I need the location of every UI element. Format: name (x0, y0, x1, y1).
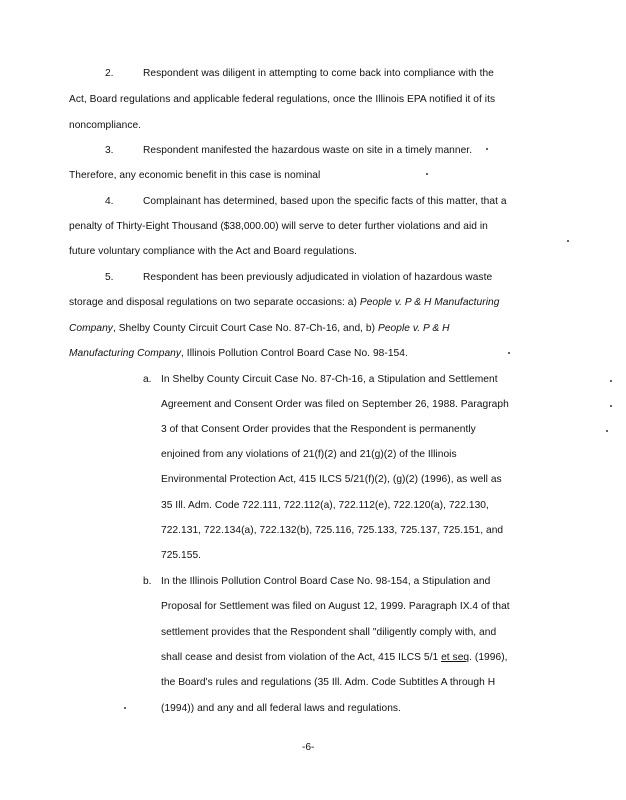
scan-speck (426, 173, 428, 175)
scan-speck (610, 405, 612, 407)
case-b-title: People v. P & H (377, 323, 450, 334)
paragraph-5-line-4: Manufacturing Company, Illinois Pollution Control Board Case No. 98-154. (69, 348, 408, 359)
subitem-a-line-5: Environmental Protection Act, 415 ILCS 5/21(f)(2), (g)(2) (1996), as well as (161, 474, 502, 485)
subitem-b-line-4: shall cease and desist from violation of the Act, 415 ILCS 5/1 et seq. (1996), (161, 652, 508, 663)
scan-speck (610, 380, 612, 382)
subitem-a-line-8: 725.155. (161, 550, 202, 561)
et-seq: et seq (441, 652, 470, 663)
paragraph-number-4: 4. (105, 196, 114, 207)
subitem-a-line-1: In Shelby County Circuit Case No. 87-Ch-16, a Stipulation and Settlement (161, 374, 498, 385)
paragraph-2-line-1: Respondent was diligent in attempting to come back into compliance with the (143, 68, 494, 79)
subitem-b-line-5: the Board's rules and regulations (35 Ill. Adm. Code Subtitles A through H (161, 677, 496, 688)
paragraph-5-line-2: storage and disposal regulations on two separate occasions: a) People v. P & H Manufacturing (69, 297, 500, 308)
subitem-b-line-1: In the Illinois Pollution Control Board Case No. 98-154, a Stipulation and (161, 576, 491, 587)
paragraph-4-line-3: future voluntary compliance with the Act and Board regulations. (69, 246, 357, 257)
case-b-title-cont: Manufacturing Company (69, 348, 182, 359)
subitem-b-line-2: Proposal for Settlement was filed on August 12, 1999. Paragraph IX.4 of that (161, 601, 510, 612)
page-number: -6- (302, 742, 315, 753)
subitem-a-line-4: enjoined from any violations of 21(f)(2) and 21(g)(2) of the Illinois (161, 449, 457, 460)
scan-speck (508, 352, 510, 354)
paragraph-2-line-3: noncompliance. (69, 120, 142, 131)
paragraph-number-3: 3. (105, 145, 114, 156)
subitem-a-line-2: Agreement and Consent Order was filed on September 26, 1988. Paragraph (161, 399, 509, 410)
paragraph-5-line-1: Respondent has been previously adjudicated in violation of hazardous waste (143, 272, 493, 283)
subitem-label-b: b. (143, 576, 152, 587)
subitem-a-line-7: 722.131, 722.134(a), 722.132(b), 725.116, 725.133, 725.137, 725.151, and (161, 525, 504, 536)
case-a-title-cont: Company (69, 323, 113, 334)
paragraph-3-line-1: Respondent manifested the hazardous waste on site in a timely manner. (143, 145, 473, 156)
scan-speck (486, 148, 488, 150)
paragraph-4-line-2: penalty of Thirty-Eight Thousand ($38,000.00) will serve to deter further violations and aid in (69, 221, 488, 232)
scan-speck (606, 430, 608, 432)
paragraph-4-line-1: Complainant has determined, based upon the specific facts of this matter, that a (143, 196, 507, 207)
paragraph-5-line-3: Company, Shelby County Circuit Court Case No. 87-Ch-16, and, b) People v. P & H (69, 323, 450, 334)
subitem-a-line-3: 3 of that Consent Order provides that the Respondent is permanently (161, 424, 476, 435)
paragraph-3-line-2: Therefore, any economic benefit in this case is nominal (69, 170, 321, 181)
subitem-label-a: a. (143, 374, 152, 385)
scan-speck (567, 240, 569, 242)
subitem-a-line-6: 35 Ill. Adm. Code 722.111, 722.112(a), 722.112(e), 722.120(a), 722.130, (161, 500, 489, 511)
paragraph-number-5: 5. (105, 272, 114, 283)
paragraph-2-line-2: Act, Board regulations and applicable federal regulations, once the Illinois EPA notified it of its (69, 94, 496, 105)
scan-speck (124, 707, 126, 709)
subitem-b-line-3: settlement provides that the Respondent shall "diligently comply with, and (161, 627, 497, 638)
case-a-title: People v. P & H Manufacturing (359, 297, 500, 308)
subitem-b-line-6: (1994)) and any and all federal laws and regulations. (161, 703, 401, 714)
paragraph-number-2: 2. (105, 68, 114, 79)
